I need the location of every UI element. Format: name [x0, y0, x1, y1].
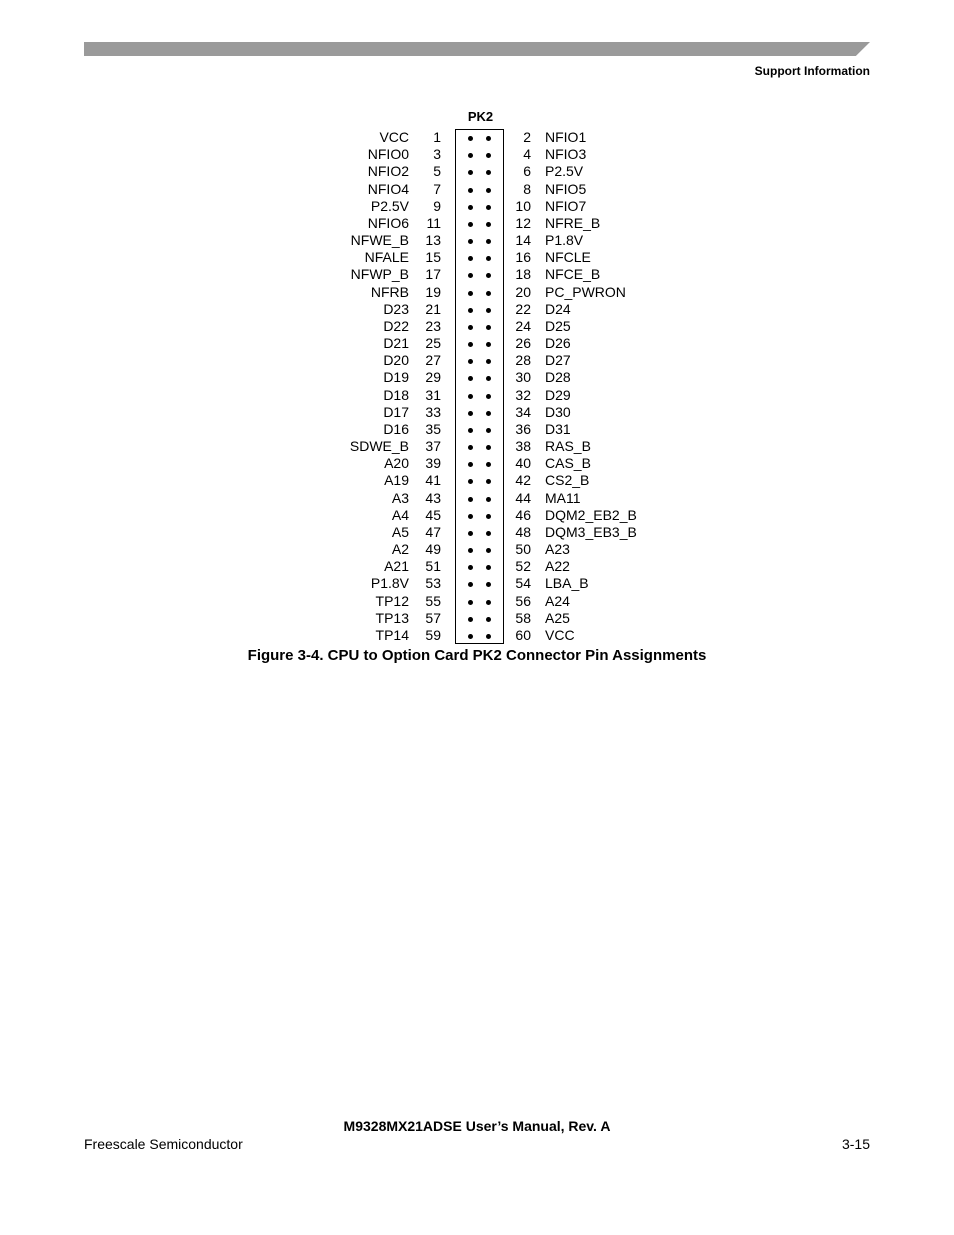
footer-document-title: M9328MX21ADSE User’s Manual, Rev. A [343, 1118, 611, 1134]
left-pin-name: TP13 [375, 609, 409, 626]
pin-row [0, 438, 954, 455]
right-pin-name: NFIO7 [545, 197, 587, 214]
right-pin-number: 28 [515, 352, 531, 369]
right-pin-name: CS2_B [545, 472, 590, 489]
left-pin-number: 41 [425, 472, 441, 489]
right-pin-name: D25 [545, 317, 571, 334]
right-pin-number: 42 [515, 472, 531, 489]
right-pin-name: D26 [545, 335, 571, 351]
right-pin-name: MA11 [545, 489, 581, 506]
pin-dot-left [468, 582, 473, 587]
right-pin-number: 4 [523, 146, 531, 163]
pin-dot-right [486, 205, 491, 210]
pin-dot-left [468, 153, 473, 158]
right-pin-number: 44 [515, 489, 531, 506]
pin-row [0, 163, 954, 180]
pin-dot-left [468, 239, 473, 244]
left-pin-number: 43 [425, 489, 441, 506]
right-pin-number: 24 [515, 317, 531, 334]
pin-dot-right [486, 479, 491, 484]
pin-dot-left [468, 497, 473, 502]
left-pin-number: 49 [425, 541, 441, 558]
right-pin-number: 22 [515, 300, 531, 317]
pin-dot-left [468, 548, 473, 553]
pin-dot-left [468, 291, 473, 296]
left-pin-name: A5 [391, 523, 409, 540]
pin-dot-right [486, 376, 491, 381]
left-pin-name: D18 [383, 386, 409, 403]
left-pin-name: SDWE_B [349, 438, 409, 455]
left-pin-number: 25 [425, 335, 441, 351]
pin-dot-left [468, 170, 473, 175]
right-pin-number: 40 [515, 455, 531, 472]
left-pin-name: NFIO0 [367, 146, 409, 163]
right-pin-name: A22 [545, 558, 570, 575]
left-pin-name: P1.8V [370, 575, 409, 592]
right-pin-name: P1.8V [545, 232, 584, 248]
pin-row [0, 181, 954, 198]
pin-dot-left [468, 376, 473, 381]
pin-row [0, 404, 954, 421]
right-pin-number: 34 [515, 403, 531, 420]
pin-dot-left [468, 222, 473, 227]
left-pin-number: 39 [425, 455, 441, 472]
pin-row [0, 455, 954, 472]
right-pin-name: DQM2_EB2_B [545, 506, 637, 523]
pin-row [0, 335, 954, 352]
left-pin-name: NFIO2 [367, 163, 409, 180]
pin-dot-right [486, 445, 491, 450]
pin-row [0, 627, 954, 644]
left-pin-name: D21 [383, 335, 409, 351]
pin-dot-right [486, 565, 491, 570]
left-pin-number: 1 [433, 129, 441, 145]
right-pin-number: 12 [515, 214, 531, 231]
left-pin-name: A4 [391, 506, 409, 523]
pin-dot-left [468, 617, 473, 622]
right-pin-number: 60 [515, 626, 531, 643]
pin-row [0, 146, 954, 163]
left-pin-name: P2.5V [370, 197, 409, 214]
pin-dot-left [468, 531, 473, 536]
right-pin-name: D27 [545, 352, 571, 369]
pin-row [0, 352, 954, 369]
pin-row [0, 558, 954, 575]
right-pin-name: D24 [545, 300, 571, 317]
pin-dot-right [486, 342, 491, 347]
pin-row [0, 232, 954, 249]
left-pin-number: 7 [433, 180, 441, 197]
pin-row [0, 369, 954, 386]
pin-dot-left [468, 514, 473, 519]
right-pin-name: D28 [545, 369, 571, 386]
right-pin-number: 8 [523, 180, 531, 197]
right-pin-number: 16 [515, 249, 531, 266]
pin-dot-right [486, 411, 491, 416]
pin-dot-right [486, 153, 491, 158]
left-pin-name: D23 [383, 300, 409, 317]
left-pin-name: NFIO4 [367, 180, 409, 197]
pin-row [0, 472, 954, 489]
left-pin-name: TP12 [375, 592, 409, 609]
pin-row [0, 421, 954, 438]
left-pin-name: NFRB [370, 283, 409, 300]
right-pin-number: 10 [515, 197, 531, 214]
left-pin-number: 9 [433, 197, 441, 214]
pin-dot-right [486, 170, 491, 175]
left-pin-name: D19 [383, 369, 409, 386]
right-pin-name: D29 [545, 386, 571, 403]
pin-dot-right [486, 291, 491, 296]
pin-dot-left [468, 565, 473, 570]
footer-company: Freescale Semiconductor [84, 1136, 243, 1152]
left-pin-number: 47 [425, 523, 441, 540]
left-pin-name: A19 [384, 472, 409, 489]
left-pin-number: 31 [425, 386, 441, 403]
pin-dot-right [486, 394, 491, 399]
right-pin-number: 26 [515, 335, 531, 351]
left-pin-name: D17 [383, 403, 409, 420]
right-pin-number: 46 [515, 506, 531, 523]
right-pin-number: 30 [515, 369, 531, 386]
pin-dot-right [486, 256, 491, 261]
pin-row [0, 318, 954, 335]
pin-dot-right [486, 531, 491, 536]
left-pin-name: TP14 [375, 626, 409, 643]
left-pin-number: 33 [425, 403, 441, 420]
left-pin-number: 23 [425, 317, 441, 334]
right-pin-number: 54 [515, 575, 531, 592]
right-pin-name: NFCLE [545, 249, 591, 266]
pin-dot-right [486, 239, 491, 244]
pin-dot-left [468, 325, 473, 330]
pin-dot-left [468, 394, 473, 399]
right-pin-number: 2 [523, 129, 531, 145]
figure-caption: Figure 3-4. CPU to Option Card PK2 Connector Pin Assignments [247, 647, 707, 664]
right-pin-name: RAS_B [545, 438, 591, 455]
pin-dot-left [468, 256, 473, 261]
pin-row [0, 575, 954, 592]
pin-dot-left [468, 342, 473, 347]
left-pin-number: 53 [425, 575, 441, 592]
pin-dot-right [486, 548, 491, 553]
pin-row [0, 524, 954, 541]
left-pin-name: NFIO6 [367, 214, 409, 231]
pin-dot-left [468, 359, 473, 364]
left-pin-name: NFWP_B [350, 266, 409, 283]
pin-dot-left [468, 411, 473, 416]
pin-dot-right [486, 462, 491, 467]
pin-dot-left [468, 634, 473, 639]
left-pin-name: D22 [383, 317, 409, 334]
right-pin-number: 32 [515, 386, 531, 403]
left-pin-number: 11 [426, 214, 441, 231]
pin-dot-right [486, 617, 491, 622]
left-pin-number: 15 [425, 249, 441, 266]
pin-dot-left [468, 600, 473, 605]
pin-row [0, 215, 954, 232]
left-pin-number: 45 [425, 506, 441, 523]
right-pin-name: NFIO1 [545, 129, 587, 145]
pin-dot-right [486, 582, 491, 587]
right-pin-number: 36 [515, 420, 531, 437]
right-pin-name: DQM3_EB3_B [545, 523, 637, 540]
right-pin-name: PC_PWRON [545, 283, 626, 300]
left-pin-number: 59 [425, 626, 441, 643]
pin-dot-right [486, 136, 491, 141]
right-pin-number: 18 [515, 266, 531, 283]
left-pin-number: 55 [425, 592, 441, 609]
pin-row [0, 387, 954, 404]
right-pin-name: A23 [545, 541, 570, 558]
pin-row [0, 129, 954, 146]
connector-title: PK2 [467, 109, 494, 124]
pin-dot-left [468, 308, 473, 313]
right-pin-number: 58 [515, 609, 531, 626]
pin-row [0, 266, 954, 283]
left-pin-name: A3 [391, 489, 409, 506]
pin-row [0, 507, 954, 524]
right-pin-name: A24 [545, 592, 570, 609]
right-pin-number: 52 [515, 558, 531, 575]
left-pin-number: 19 [425, 283, 441, 300]
pin-row [0, 541, 954, 558]
right-pin-name: LBA_B [545, 575, 589, 592]
right-pin-number: 14 [515, 232, 531, 248]
pin-dot-left [468, 428, 473, 433]
left-pin-name: D16 [383, 420, 409, 437]
pin-row [0, 593, 954, 610]
right-pin-name: NFIO5 [545, 180, 587, 197]
left-pin-name: D20 [383, 352, 409, 369]
left-pin-number: 5 [433, 163, 441, 180]
pin-dot-left [468, 205, 473, 210]
pin-dot-right [486, 428, 491, 433]
left-pin-name: NFWE_B [350, 232, 409, 248]
pin-row [0, 610, 954, 627]
pin-row [0, 249, 954, 266]
pin-row [0, 284, 954, 301]
right-pin-number: 6 [523, 163, 531, 180]
left-pin-number: 13 [425, 232, 441, 248]
section-title: Support Information [754, 64, 870, 78]
header-bar [84, 42, 870, 56]
page-number: 3-15 [841, 1136, 870, 1152]
right-pin-number: 48 [515, 523, 531, 540]
left-pin-number: 27 [425, 352, 441, 369]
left-pin-number: 3 [433, 146, 441, 163]
right-pin-name: NFCE_B [545, 266, 601, 283]
right-pin-name: CAS_B [545, 455, 591, 472]
left-pin-name: NFALE [364, 249, 409, 266]
left-pin-name: A2 [391, 541, 409, 558]
right-pin-name: VCC [545, 626, 575, 643]
right-pin-number: 56 [515, 592, 531, 609]
pin-dot-right [486, 273, 491, 278]
left-pin-number: 29 [425, 369, 441, 386]
left-pin-number: 51 [425, 558, 441, 575]
left-pin-number: 37 [425, 438, 441, 455]
right-pin-name: A25 [545, 609, 570, 626]
right-pin-name: D30 [545, 403, 571, 420]
left-pin-number: 21 [425, 300, 441, 317]
left-pin-name: VCC [379, 129, 409, 145]
pin-dot-right [486, 514, 491, 519]
pin-row [0, 301, 954, 318]
left-pin-number: 35 [425, 420, 441, 437]
right-pin-name: D31 [545, 420, 571, 437]
right-pin-name: NFIO3 [545, 146, 587, 163]
right-pin-name: P2.5V [545, 163, 584, 180]
pin-dot-left [468, 462, 473, 467]
right-pin-name: NFRE_B [545, 214, 601, 231]
pin-dot-right [486, 600, 491, 605]
left-pin-number: 57 [425, 609, 441, 626]
left-pin-name: A20 [384, 455, 409, 472]
pin-dot-right [486, 188, 491, 193]
pin-dot-right [486, 308, 491, 313]
pin-dot-left [468, 188, 473, 193]
pin-dot-left [468, 136, 473, 141]
pin-dot-right [486, 222, 491, 227]
pin-dot-right [486, 325, 491, 330]
right-pin-number: 38 [515, 438, 531, 455]
right-pin-number: 50 [515, 541, 531, 558]
pin-row [0, 490, 954, 507]
pin-dot-right [486, 359, 491, 364]
pin-dot-left [468, 479, 473, 484]
pin-row [0, 198, 954, 215]
left-pin-number: 17 [425, 266, 441, 283]
pin-dot-right [486, 634, 491, 639]
pin-dot-left [468, 445, 473, 450]
right-pin-number: 20 [515, 283, 531, 300]
left-pin-name: A21 [384, 558, 409, 575]
pin-dot-right [486, 497, 491, 502]
pin-dot-left [468, 273, 473, 278]
